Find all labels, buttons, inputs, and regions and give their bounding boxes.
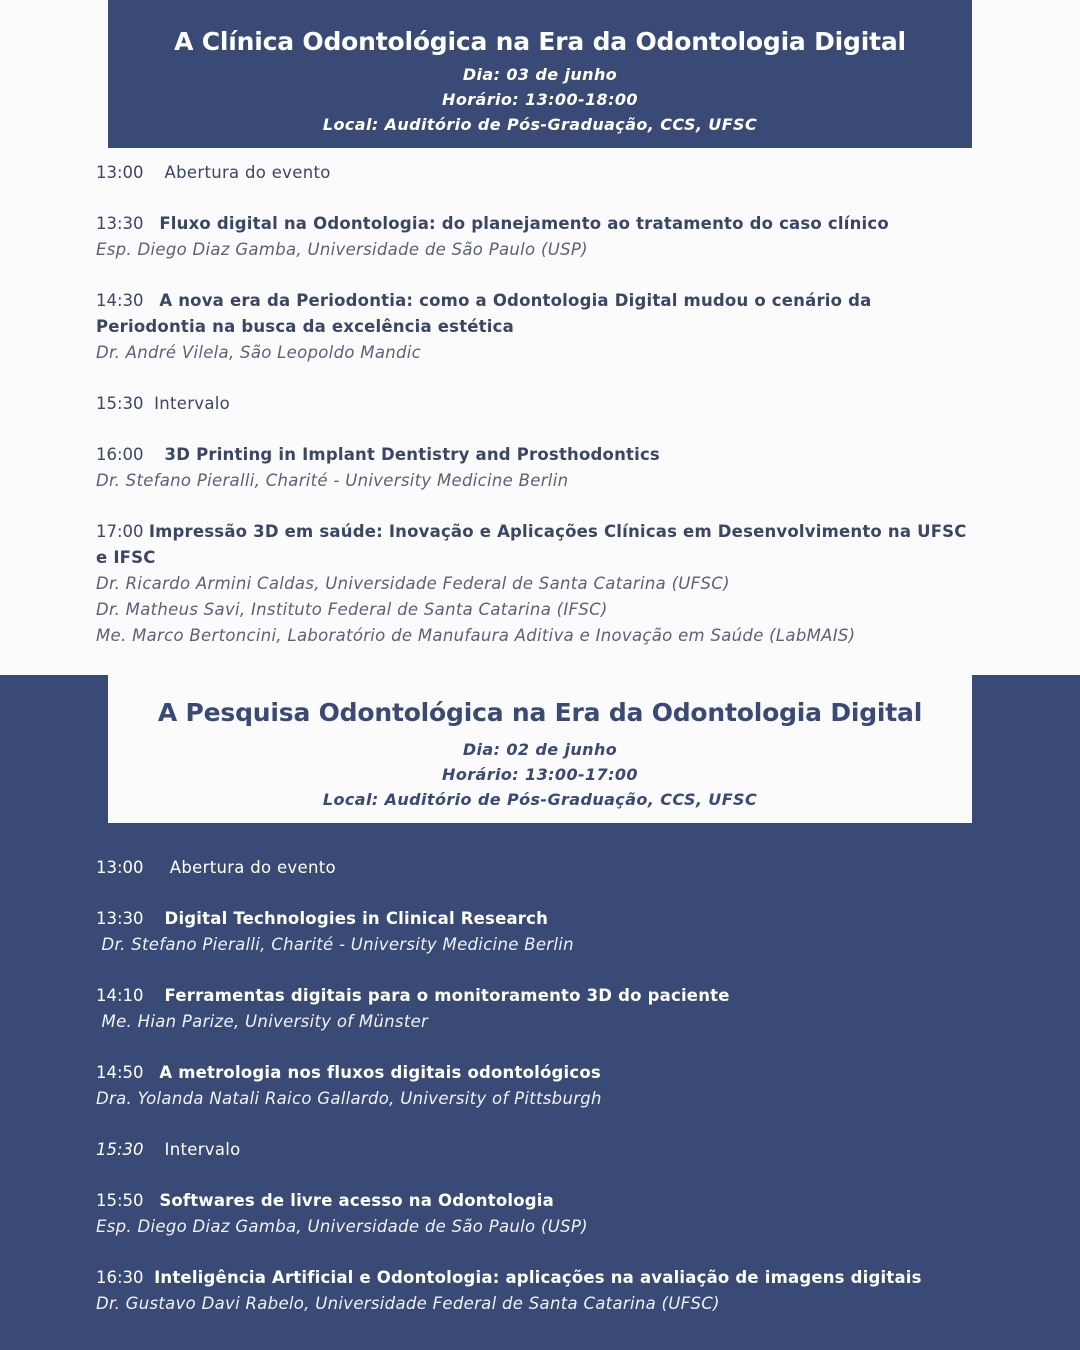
agenda-title: Ferramentas digitais para o monitoramento 3D do paciente <box>164 986 730 1005</box>
agenda-item <box>96 983 1016 1035</box>
agenda-time: 13:00 <box>96 163 144 182</box>
agenda-time: 15:30 <box>96 1140 144 1159</box>
agenda-time: 14:10 <box>96 986 144 1005</box>
agenda-speaker: Esp. Diego Diaz Gamba, Universidade de São Paulo (USP) <box>96 1217 588 1236</box>
clinic-date: Dia: 03 de junho <box>462 65 618 84</box>
agenda-title: Abertura do evento <box>169 858 336 877</box>
agenda-title: Intervalo <box>164 1140 241 1159</box>
agenda-title: Abertura do evento <box>164 163 331 182</box>
agenda-time: 15:30 <box>96 394 144 413</box>
agenda-speaker: Dra. Yolanda Natali Raico Gallardo, University of Pittsburgh <box>96 1089 602 1108</box>
agenda-item <box>96 1137 1016 1163</box>
agenda-title: A nova era da Periodontia: como a Odontologia Digital mudou o cenário da <box>159 291 872 310</box>
agenda-time: 15:50 <box>96 1191 144 1210</box>
agenda-time: 14:30 <box>96 291 144 310</box>
research-title: A Pesquisa Odontológica na Era da Odontologia Digital <box>157 698 923 727</box>
clinic-agenda <box>96 160 1016 649</box>
agenda-title: Impressão 3D em saúde: Inovação e Aplicações Clínicas em Desenvolvimento na UFSC <box>148 522 967 541</box>
agenda-item <box>96 288 1016 366</box>
agenda-title-cont: Periodontia na busca da excelência estética <box>96 317 514 336</box>
agenda-time: 16:30 <box>96 1268 144 1287</box>
agenda-time: 13:30 <box>96 214 144 233</box>
agenda-speaker: Dr. Ricardo Armini Caldas, Universidade Federal de Santa Catarina (UFSC) <box>96 574 730 593</box>
agenda-item <box>96 442 1016 494</box>
agenda-item <box>96 160 1016 186</box>
agenda-time: 14:50 <box>96 1063 144 1082</box>
agenda-title-cont: e IFSC <box>96 548 156 567</box>
agenda-title: Softwares de livre acesso na Odontologia <box>159 1191 554 1210</box>
agenda-item <box>96 1188 1016 1240</box>
clinic-header <box>108 0 972 148</box>
agenda-speaker: Me. Hian Parize, University of Münster <box>101 1012 429 1031</box>
agenda-title: Inteligência Artificial e Odontologia: aplicações na avaliação de imagens digitais <box>154 1268 922 1287</box>
clinic-location: Local: Auditório de Pós-Graduação, CCS, UFSC <box>322 115 758 134</box>
agenda-item <box>96 1265 1016 1317</box>
agenda-time: 13:00 <box>96 858 144 877</box>
agenda-speaker: Dr. Stefano Pieralli, Charité - University Medicine Berlin <box>96 471 569 490</box>
agenda-speaker: Dr. Matheus Savi, Instituto Federal de Santa Catarina (IFSC) <box>96 600 608 619</box>
clinic-time: Horário: 13:00-18:00 <box>442 90 638 109</box>
agenda-title: 3D Printing in Implant Dentistry and Prosthodontics <box>164 445 660 464</box>
agenda-title: Fluxo digital na Odontologia: do planejamento ao tratamento do caso clínico <box>159 214 889 233</box>
research-time: Horário: 13:00-17:00 <box>442 765 638 784</box>
agenda-item <box>96 391 1016 417</box>
research-header <box>108 675 972 823</box>
agenda-item <box>96 211 1016 263</box>
agenda-title: Digital Technologies in Clinical Research <box>164 909 549 928</box>
agenda-item <box>96 855 1016 881</box>
research-agenda <box>96 855 1016 1317</box>
agenda-time: 17:00 <box>96 522 144 541</box>
clinic-title: A Clínica Odontológica na Era da Odontologia Digital <box>174 27 906 56</box>
research-date: Dia: 02 de junho <box>462 740 618 759</box>
research-location: Local: Auditório de Pós-Graduação, CCS, UFSC <box>322 790 758 809</box>
agenda-time: 16:00 <box>96 445 144 464</box>
agenda-item <box>96 1060 1016 1112</box>
agenda-speaker: Me. Marco Bertoncini, Laboratório de Manufaura Aditiva e Inovação em Saúde (LabMAIS) <box>96 626 856 645</box>
agenda-title: Intervalo <box>154 394 231 413</box>
agenda-speaker: Dr. André Vilela, São Leopoldo Mandic <box>96 343 422 362</box>
agenda-speaker: Dr. Stefano Pieralli, Charité - University Medicine Berlin <box>101 935 574 954</box>
agenda-time: 13:30 <box>96 909 144 928</box>
agenda-title: A metrologia nos fluxos digitais odontológicos <box>159 1063 601 1082</box>
agenda-speaker: Dr. Gustavo Davi Rabelo, Universidade Federal de Santa Catarina (UFSC) <box>96 1294 720 1313</box>
agenda-speaker: Esp. Diego Diaz Gamba, Universidade de São Paulo (USP) <box>96 240 588 259</box>
agenda-item <box>96 519 1016 649</box>
agenda-item <box>96 906 1016 958</box>
